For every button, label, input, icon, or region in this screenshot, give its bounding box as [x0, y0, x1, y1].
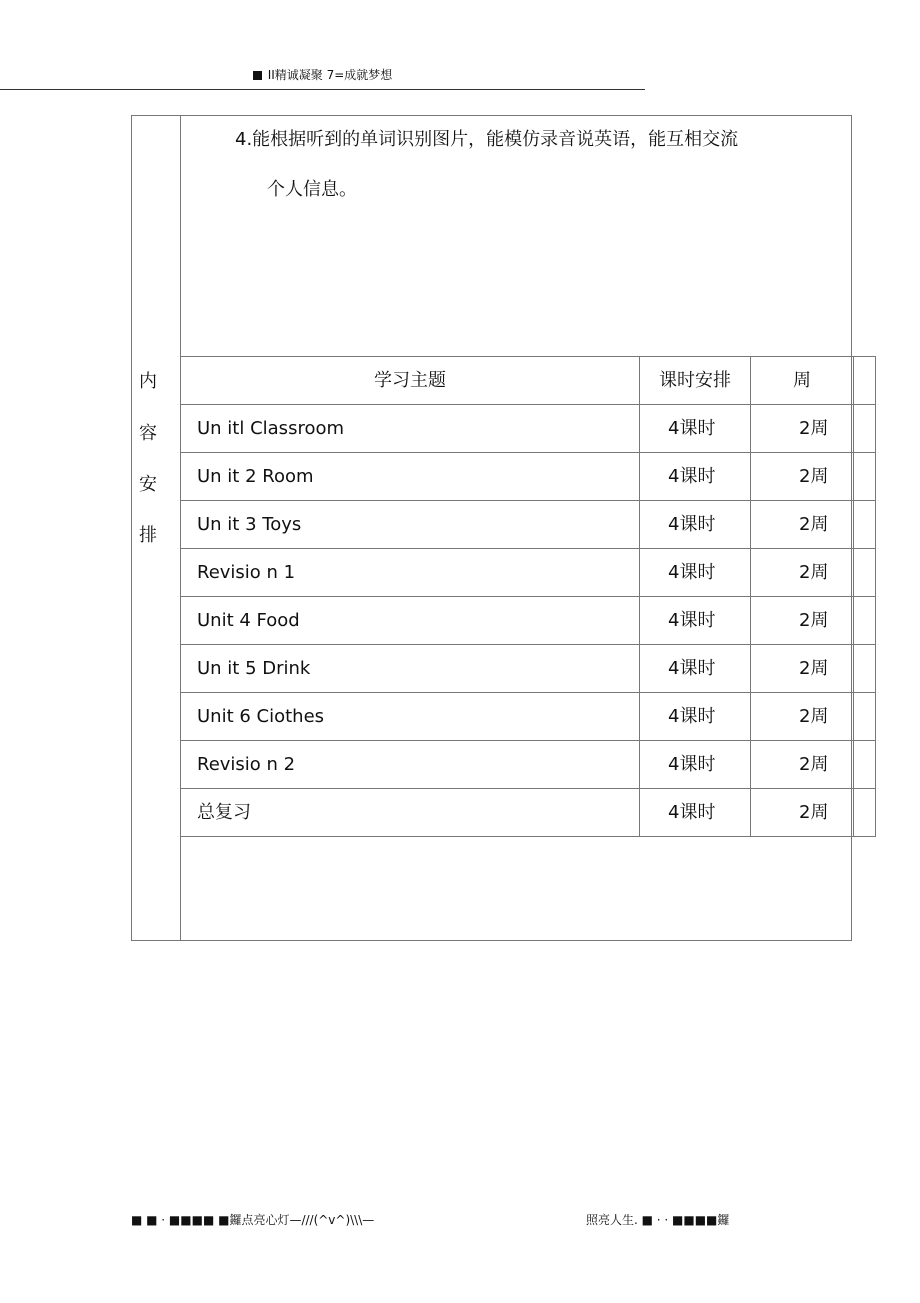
- blank-cell: [854, 501, 876, 549]
- blank-cell: [854, 645, 876, 693]
- table-row: [181, 741, 876, 789]
- table-row: [181, 789, 876, 837]
- side-label-char: 容: [139, 423, 157, 444]
- hours-cell: 4课时: [640, 549, 751, 597]
- hours-cell: 4课时: [640, 405, 751, 453]
- side-label-char: 内: [139, 371, 157, 392]
- footer-left-text: ■ ■ · ■■■■ ■鑼点亮心灯—///(^v^)\\\—: [131, 1213, 375, 1227]
- side-label-char: 安: [139, 474, 157, 495]
- table-row: [181, 501, 876, 549]
- hours-cell: 4课时: [640, 693, 751, 741]
- table-header-row: [181, 357, 876, 405]
- blank-cell: [854, 597, 876, 645]
- weeks-cell: 2周: [751, 549, 854, 597]
- column-header-topic: 学习主题: [181, 357, 640, 405]
- weeks-cell: 2周: [751, 597, 854, 645]
- weeks-cell: 2周: [751, 453, 854, 501]
- blank-cell: [854, 741, 876, 789]
- header-text: II精诚凝聚 7=成就梦想: [267, 68, 393, 82]
- weeks-cell: 2周: [751, 693, 854, 741]
- table-row: [181, 693, 876, 741]
- blank-cell: [854, 357, 876, 405]
- topic-cell: Revisio n 2: [181, 741, 640, 789]
- blank-cell: [854, 693, 876, 741]
- topic-cell: Un it 2 Room: [181, 453, 640, 501]
- weeks-cell: 2周: [751, 789, 854, 837]
- hours-cell: 4课时: [640, 501, 751, 549]
- blank-cell: [854, 453, 876, 501]
- topic-cell: Un itl Classroom: [181, 405, 640, 453]
- weeks-cell: 2周: [751, 405, 854, 453]
- topic-cell: Un it 3 Toys: [181, 501, 640, 549]
- footer-right-text: 照亮人生. ■ · · ■■■■鑼: [586, 1213, 730, 1227]
- topic-cell: Revisio n 1: [181, 549, 640, 597]
- side-label-char: 排: [139, 525, 157, 546]
- blank-cell: [854, 405, 876, 453]
- column-header-weeks: 周: [751, 357, 854, 405]
- page-header: [0, 67, 645, 83]
- topic-cell: Unit 6 Ciothes: [181, 693, 640, 741]
- header-square-icon: [253, 71, 262, 80]
- objective-line-2: 个人信息。: [267, 179, 357, 200]
- table-row: [181, 453, 876, 501]
- topic-cell: Unit 4 Food: [181, 597, 640, 645]
- blank-cell: [854, 789, 876, 837]
- weeks-cell: 2周: [751, 645, 854, 693]
- hours-cell: 4课时: [640, 645, 751, 693]
- table-row: [181, 549, 876, 597]
- hours-cell: 4课时: [640, 789, 751, 837]
- column-header-hours: 课时安排: [640, 357, 751, 405]
- table-row: [181, 597, 876, 645]
- weeks-cell: 2周: [751, 741, 854, 789]
- hours-cell: 4课时: [640, 597, 751, 645]
- hours-cell: 4课时: [640, 741, 751, 789]
- weeks-cell: 2周: [751, 501, 854, 549]
- table-row: [181, 645, 876, 693]
- hours-cell: 4课时: [640, 453, 751, 501]
- topic-cell: 总复习: [181, 789, 640, 837]
- units-schedule-table: [180, 356, 876, 837]
- objective-line-1: 4.能根据听到的单词识别图片，能模仿录音说英语，能互相交流: [235, 129, 739, 150]
- header-rule: [0, 89, 645, 90]
- table-row: [181, 405, 876, 453]
- blank-cell: [854, 549, 876, 597]
- topic-cell: Un it 5 Drink: [181, 645, 640, 693]
